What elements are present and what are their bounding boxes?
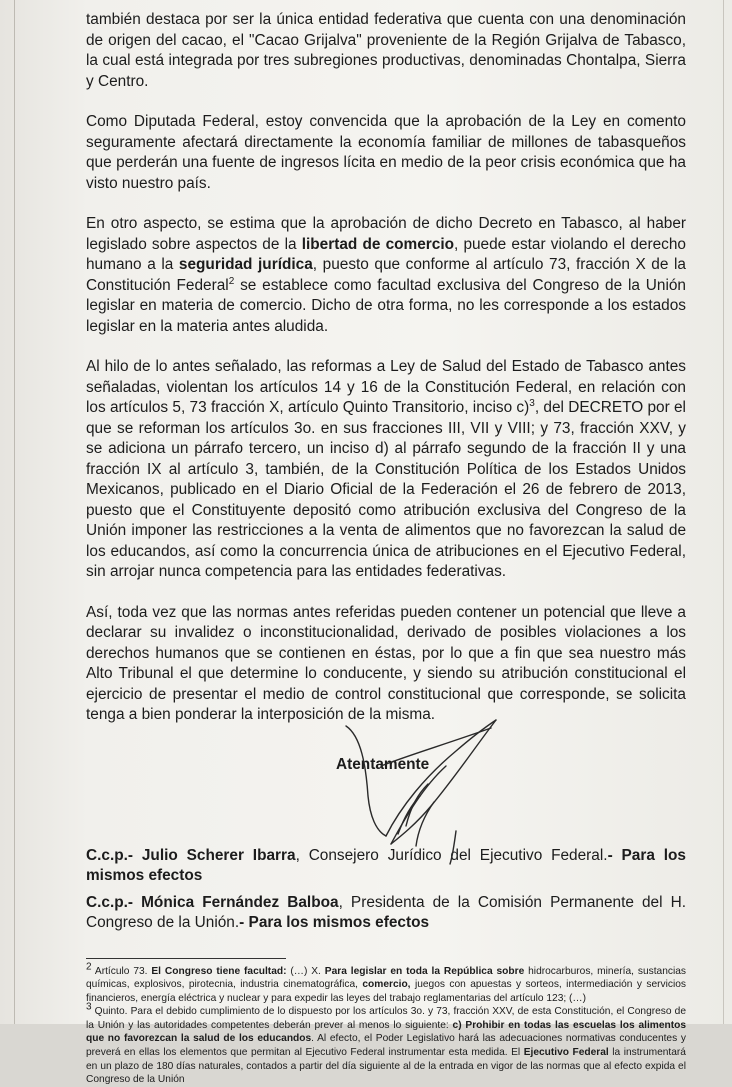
ccp-julio-scherer-name: C.c.p.- Julio Scherer Ibarra bbox=[86, 846, 296, 864]
page-left-edge bbox=[14, 0, 15, 1024]
footnote-ref-2: 2 bbox=[228, 275, 235, 287]
ccp-julio-scherer-role: , Consejero Jurídico del Ejecutivo Federal. bbox=[295, 846, 608, 864]
footnote-separator bbox=[86, 958, 286, 959]
footnote-3-text-3: la instrumentará en un plazo de 180 días naturales, contados a partir del día siguiente al de la entrada en vigor de las normas que al efecto expida el Congreso de la Unión bbox=[86, 1047, 686, 1086]
footnote-2-text-3: hidrocarburos, minería, sustancias químicas, explosivos, pirotecnia, industria cinematográfica, bbox=[86, 965, 686, 991]
closing-block bbox=[86, 746, 686, 846]
paragraph-comercio-text-2: , puede estar violando el derecho humano a la bbox=[86, 235, 686, 273]
page-right-edge bbox=[723, 0, 724, 1024]
footnote-3-text-2: . Al efecto, el Poder Legislativo hará las adecuaciones normativas conducentes y preverá en ellas los elementos que permitan al Ejecutivo Federal instrumentar esta medida. El bbox=[86, 1033, 686, 1059]
paragraph-ley-salud-text-2: , del DECRETO por el que se reforman los artículos 3o. en sus fracciones III, VII y VIII; y 73, fracción XXV, y se adiciona un párrafo tercero, un inciso d) al párrafo segundo de la fracción II y una fracción IX al artículo 3, también, de la Constitución Política de los Estados Unidos Mexicanos, publicado en el Diario Oficial de la Federación el 26 de febrero de 2013, puesto que el Constituyente depositó como atribución exclusiva del Congreso de la Unión imponer las restricciones a la venta de alimentos que no favorezcan la salud de los educandos, así como la concurrencia única de atribuciones en el Ejecutivo Federal, sin arrojar nunca competencia para las entidades federativas. bbox=[86, 399, 686, 580]
paragraph-conclusion-text: Así, toda vez que las normas antes referidas pueden contener un potencial que lleve a declarar su invalidez o inconstitucionalidad, derivado de posibles violaciones a los derechos humanos que se contienen en éstas, por lo que a fin que sea nuestro más Alto Tribunal el que determine lo conducente, y siendo su atribución constitucional el ejercicio de presentar el medio de control constitucional que corresponde, se solicita tenga a bien ponderar la interposición de la misma. bbox=[86, 603, 686, 723]
libertad-comercio-bold: libertad de comercio bbox=[301, 235, 455, 253]
paragraph-cacao bbox=[86, 10, 686, 92]
footnote-2-bold-2: Para legislar en toda la República sobre bbox=[324, 965, 525, 977]
footnote-2 bbox=[86, 961, 686, 1006]
document-body bbox=[86, 10, 686, 1087]
footnote-2-bold-3: comercio, bbox=[362, 979, 411, 991]
footnote-2-text-2: (…) X. bbox=[286, 965, 325, 977]
footnote-3-bold-2: Ejecutivo Federal bbox=[523, 1047, 609, 1059]
seguridad-juridica-bold: seguridad jurídica bbox=[178, 256, 313, 273]
footnote-2-bold-1: El Congreso tiene facultad: bbox=[151, 965, 287, 977]
paragraph-comercio-text-4: se establece como facultad exclusiva del Congreso de la Unión legislar en materia de comercio. Dicho de otra forma, no les corresponde a los estados legislar en la materia antes aludida. bbox=[86, 276, 686, 335]
footnote-2-text-4: juegos con apuestas y sorteos, intermediación y servicios financieros, energía eléctrica y nuclear y para expedir las leyes del trabajo reglamentarias del artículo 123; (…) bbox=[86, 979, 686, 1004]
ccp-julio-scherer-effects: - Para los mismos efectos bbox=[86, 846, 686, 884]
paragraph-ley-salud bbox=[86, 357, 686, 583]
paragraph-comercio-text-1: En otro aspecto, se estima que la aprobación de dicho Decreto en Tabasco, al haber legislado sobre aspectos de la bbox=[86, 215, 686, 253]
footnote-3-number: 3 bbox=[86, 1001, 92, 1013]
footnote-3-text-1: Quinto. Para el debido cumplimiento de lo dispuesto por los artículos 3o. y 73, fracción XXV, de esta Constitución, el Congreso de la Unión y las autoridades competentes deberán prever al menos lo siguiente: bbox=[86, 1006, 686, 1031]
paragraph-diputada bbox=[86, 112, 686, 194]
paragraph-diputada-text: Como Diputada Federal, estoy convencida que la aprobación de la Ley en comento seguramente afectará directamente la economía familiar de millones de tabasqueños que perderán una fuente de ingresos lícita en medio de la peor crisis económica que ha visto nuestro país. bbox=[86, 113, 686, 192]
ccp-monica-fernandez-effects: - Para los mismos efectos bbox=[239, 914, 430, 931]
paragraph-cacao-text: también destaca por ser la única entidad federativa que cuenta con una denominación de origen del cacao, el "Cacao Grijalva" proveniente de la Región Grijalva de Tabasco, la cual está integrada por tres subregiones productivas, denominadas Chontalpa, Sierra y Centro. bbox=[86, 11, 686, 90]
ccp-monica-fernandez bbox=[86, 893, 686, 934]
footnote-2-text-1: Artículo 73. bbox=[91, 965, 152, 977]
closing-label: Atentamente bbox=[336, 755, 430, 773]
footnote-3-bold-1: c) Prohibir en todas las escuelas los alimentos que no favorezcan la salud de los educandos bbox=[86, 1019, 687, 1045]
footnote-3 bbox=[86, 1001, 687, 1087]
ccp-monica-fernandez-role: , Presidenta de la Comisión Permanente del H. Congreso de la Unión. bbox=[86, 893, 687, 931]
ccp-monica-fernandez-name: C.c.p.- Mónica Fernández Balboa bbox=[86, 893, 339, 911]
paragraph-comercio bbox=[86, 214, 686, 337]
handwritten-signature bbox=[306, 706, 506, 866]
paragraph-ley-salud-text-1: Al hilo de lo antes señalado, las reformas a Ley de Salud del Estado de Tabasco antes señaladas, violentan los artículos 14 y 16 de la Constitución Federal, en relación con los artículos 5, 73 fracción X, artículo Quinto Transitorio, inciso c) bbox=[86, 358, 686, 416]
footnote-ref-3: 3 bbox=[529, 397, 535, 409]
paragraph-comercio-text-3: , puesto que conforme al artículo 73, fracción X de la Constitución Federal bbox=[86, 256, 686, 294]
footnote-2-number: 2 bbox=[86, 961, 92, 973]
